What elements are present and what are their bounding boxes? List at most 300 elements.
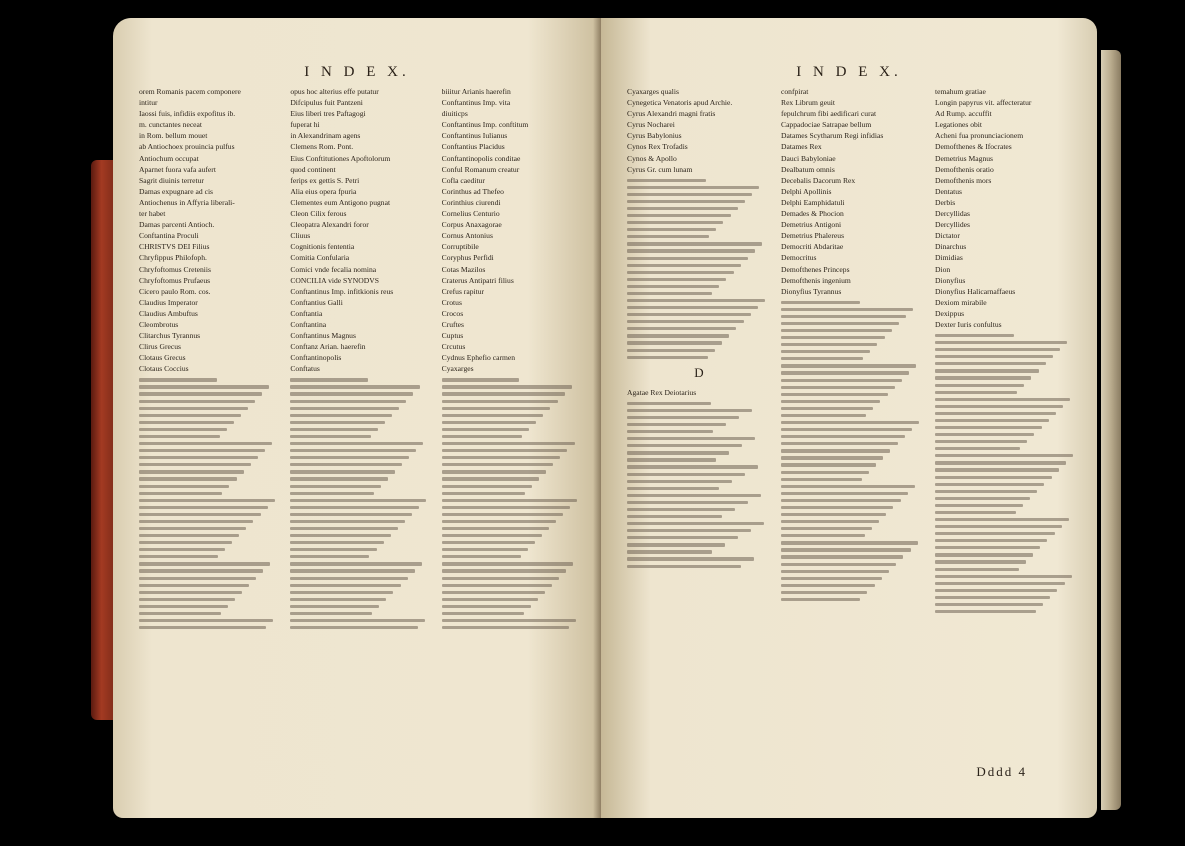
text-line xyxy=(627,402,711,405)
index-entry: Legationes obit xyxy=(935,120,983,130)
index-entry: temahum gratiae xyxy=(935,87,986,96)
text-line xyxy=(935,440,1027,443)
text-line xyxy=(139,442,272,445)
index-entry: Cyaxarges qualis xyxy=(627,87,679,96)
index-entry: Conftanz Arian. haerefin xyxy=(290,342,366,352)
index-entry: Crocos xyxy=(441,308,464,318)
index-entry: Chryfoftomus Prufaeus xyxy=(139,275,211,285)
text-line xyxy=(139,548,225,551)
text-line xyxy=(290,499,426,502)
text-line xyxy=(627,299,765,302)
index-entry: Rex Librum geuit xyxy=(781,98,835,108)
left-running-title: I N D E X. xyxy=(304,64,410,80)
text-line xyxy=(781,407,873,410)
text-line xyxy=(627,536,738,539)
index-entry: Dexippus xyxy=(935,308,965,318)
index-entry: Conftantinopolis conditae xyxy=(441,153,521,163)
text-line xyxy=(290,562,421,565)
left-columns xyxy=(139,86,583,778)
text-line xyxy=(139,562,270,565)
index-entry: fuperat hi xyxy=(290,120,320,130)
index-entry: Eius Conftitutiones Apoftolorum xyxy=(290,153,391,163)
text-line xyxy=(627,292,712,295)
text-line xyxy=(781,350,870,353)
index-entry: Cognitionis fententia xyxy=(290,242,355,252)
text-line xyxy=(935,447,1020,450)
index-entry: Dercyllidas xyxy=(935,209,971,219)
index-entry: Demofthenis oratio xyxy=(935,164,994,174)
text-line xyxy=(627,458,716,461)
text-line xyxy=(627,451,729,454)
text-line xyxy=(139,499,275,502)
index-entry: Conftantinopolis xyxy=(290,353,342,363)
text-line xyxy=(627,320,744,323)
index-entry: Cyaxarges xyxy=(441,364,474,374)
text-line xyxy=(781,577,882,580)
index-entry: biiitur Arianis haerefin xyxy=(441,87,511,96)
index-entry: Dinarchus xyxy=(935,242,967,252)
text-line xyxy=(627,487,719,490)
index-entry: Iaossi fuis, infidiis expofitus ib. xyxy=(139,109,236,119)
right-column-1-lower xyxy=(627,402,771,568)
index-entry: Conftantia xyxy=(290,308,323,318)
index-entry: Conftantius Galli xyxy=(290,297,343,307)
text-line xyxy=(935,525,1062,528)
index-entry: Corpus Anaxagorae xyxy=(441,220,502,230)
index-entry: Clementes eum Antigono pugnat xyxy=(290,197,391,207)
text-line xyxy=(442,442,575,445)
text-line xyxy=(781,555,903,558)
index-entry: ter habet xyxy=(139,209,166,219)
text-line xyxy=(781,364,916,367)
text-line xyxy=(935,476,1052,479)
text-line xyxy=(442,435,523,438)
index-entry: Decebalis Dacorum Rex xyxy=(781,175,856,185)
index-entry: Cyrus Babylonius xyxy=(627,131,682,141)
index-entry: Cleombrotus xyxy=(139,319,179,329)
index-entry: Demades & Phocion xyxy=(781,209,844,219)
text-line xyxy=(781,393,888,396)
index-entry: Dealbatum omnis xyxy=(781,164,835,174)
text-line xyxy=(139,421,234,424)
text-line xyxy=(442,456,561,459)
index-entry: Clitarchus Tyrannus xyxy=(139,331,201,341)
index-entry: Dionyfius Halicarnaffaeus xyxy=(935,286,1016,296)
index-entry: Alia eius opera fpuria xyxy=(290,186,357,196)
index-entry: Demofthenis mors xyxy=(935,175,992,185)
text-line xyxy=(627,214,731,217)
text-line xyxy=(290,520,404,523)
text-line xyxy=(139,598,235,601)
text-line xyxy=(627,416,739,419)
text-line xyxy=(935,511,1016,514)
right-running-title: I N D E X. xyxy=(796,64,902,80)
index-entry: Crefus rapitur xyxy=(441,286,485,296)
index-entry: Acheni fua pronunciacionem xyxy=(935,131,1024,141)
text-line xyxy=(935,568,1019,571)
text-line xyxy=(781,357,863,360)
text-line xyxy=(442,421,537,424)
text-line xyxy=(935,405,1063,408)
index-entry: Cornus Antonius xyxy=(441,231,493,241)
index-entry: Derbis xyxy=(935,197,956,207)
text-line xyxy=(781,308,913,311)
text-line xyxy=(442,492,525,495)
text-line xyxy=(627,179,706,182)
text-line xyxy=(442,605,531,608)
text-line xyxy=(442,449,568,452)
index-entry: Craterus Antipatri filius xyxy=(441,275,514,285)
index-entry: Dexiom mirabile xyxy=(935,297,987,307)
text-line xyxy=(442,392,565,395)
index-entry: Demofthenis ingenium xyxy=(781,275,851,285)
text-line xyxy=(442,428,530,431)
index-entry: Dercyllides xyxy=(935,220,971,230)
index-entry: Corinthus ad Thefeo xyxy=(441,186,504,196)
section-first-entry: Agatae Rex Deiotarius xyxy=(627,387,697,397)
text-line xyxy=(781,534,865,537)
text-line xyxy=(290,428,378,431)
text-line xyxy=(139,392,262,395)
text-line xyxy=(139,541,232,544)
text-line xyxy=(442,612,524,615)
index-entry: Antiochenus in Affyria liberali- xyxy=(139,197,235,207)
index-entry: Clotaus Grecus xyxy=(139,353,186,363)
text-line xyxy=(290,463,402,466)
index-entry: Dentatus xyxy=(935,186,962,196)
right-column-1 xyxy=(627,86,771,778)
text-line xyxy=(139,569,263,572)
text-line xyxy=(627,515,722,518)
text-line xyxy=(627,557,754,560)
text-line xyxy=(935,532,1055,535)
text-line xyxy=(290,626,417,629)
text-line xyxy=(442,555,521,558)
text-line xyxy=(781,563,896,566)
index-entry: Conftantina Proculi xyxy=(139,231,199,241)
text-line xyxy=(442,562,573,565)
text-line xyxy=(139,414,241,417)
text-line xyxy=(627,494,761,497)
text-line xyxy=(935,419,1049,422)
text-line xyxy=(627,550,712,553)
index-entry: Aparnet fuora vafa aufert xyxy=(139,164,216,174)
text-line xyxy=(627,221,723,224)
text-line xyxy=(442,506,571,509)
text-line xyxy=(290,435,371,438)
index-entry: Demetrius Antigoni xyxy=(781,220,842,230)
text-line xyxy=(935,546,1040,549)
text-line xyxy=(139,605,228,608)
text-line xyxy=(139,555,218,558)
text-line xyxy=(442,520,556,523)
text-line xyxy=(290,605,379,608)
index-entry: Cydnus Ephefio carmen xyxy=(441,353,516,363)
text-line xyxy=(935,596,1050,599)
index-entry: fepulchrum fibi aedificari curat xyxy=(781,109,877,119)
text-line xyxy=(781,570,889,573)
text-line xyxy=(935,497,1030,500)
index-entry: Delphi Apollinis xyxy=(781,186,832,196)
text-line xyxy=(139,435,220,438)
index-entry: Cliuus xyxy=(290,231,311,241)
text-line xyxy=(139,449,265,452)
text-line xyxy=(935,603,1043,606)
text-line xyxy=(627,306,758,309)
text-line xyxy=(627,334,729,337)
text-line xyxy=(627,565,741,568)
text-line xyxy=(781,548,911,551)
text-line xyxy=(442,513,564,516)
index-entry: orem Romanis pacem componere xyxy=(139,87,241,96)
index-entry: Cofla caeditur xyxy=(441,175,485,185)
text-line xyxy=(781,301,860,304)
text-line xyxy=(627,200,745,203)
text-line xyxy=(139,513,261,516)
text-line xyxy=(290,555,369,558)
index-entry: Cornelius Centurio xyxy=(441,209,500,219)
index-entry: Conful Romanum creatur xyxy=(441,164,520,174)
index-entry: Crcutus xyxy=(441,342,466,352)
text-line xyxy=(627,480,732,483)
index-entry: Cappadociae Satrapae bellum xyxy=(781,120,872,130)
section-heading-d: D xyxy=(694,364,704,380)
text-line xyxy=(290,414,392,417)
text-line xyxy=(781,485,915,488)
right-column-1-upper xyxy=(627,86,771,359)
text-line xyxy=(935,426,1042,429)
index-entry: Demetrius Phalereus xyxy=(781,231,845,241)
index-entry: Democritus xyxy=(781,253,817,263)
text-line xyxy=(290,442,423,445)
text-line xyxy=(442,584,552,587)
text-line xyxy=(935,362,1046,365)
text-line xyxy=(781,478,862,481)
index-entry: Cuptus xyxy=(441,331,464,341)
index-entry: Difcipulus fuit Pantzeni xyxy=(290,98,363,108)
index-entry: Cyrus Gr. cum lunam xyxy=(627,164,693,174)
text-line xyxy=(781,584,875,587)
index-entry: Demofthenes & Ifocrates xyxy=(935,142,1012,152)
text-line xyxy=(781,449,890,452)
text-line xyxy=(627,508,735,511)
text-line xyxy=(935,376,1031,379)
text-line xyxy=(290,421,385,424)
text-line xyxy=(935,490,1037,493)
text-line xyxy=(781,400,880,403)
text-line xyxy=(781,471,869,474)
text-line xyxy=(627,423,726,426)
right-book-edge xyxy=(1101,50,1121,810)
text-line xyxy=(139,477,237,480)
text-line xyxy=(139,591,242,594)
index-entry: Conftantinus Imp. vita xyxy=(441,98,511,108)
text-line xyxy=(290,506,419,509)
text-line xyxy=(627,278,726,281)
index-entry: Corinthius ciurendi xyxy=(441,197,501,207)
text-line xyxy=(442,400,558,403)
index-entry: Clotaus Coccius xyxy=(139,364,189,374)
index-entry: Demofthenes Princeps xyxy=(781,264,850,274)
text-line xyxy=(290,385,420,388)
text-line xyxy=(781,428,912,431)
text-line xyxy=(627,193,752,196)
index-entry: Conftantius Placidus xyxy=(441,142,505,152)
text-line xyxy=(935,398,1070,401)
index-entry: Clirus Grecus xyxy=(139,342,181,352)
text-line xyxy=(935,384,1024,387)
index-entry: in Rom. bellum mouet xyxy=(139,131,208,141)
index-entry: in Alexandrinam agens xyxy=(290,131,361,141)
text-line xyxy=(290,470,395,473)
text-line xyxy=(442,548,528,551)
text-line xyxy=(935,369,1039,372)
text-line xyxy=(781,343,877,346)
text-line xyxy=(627,228,716,231)
index-entry: Cicero paulo Rom. cos. xyxy=(139,286,211,296)
text-line xyxy=(781,414,866,417)
text-line xyxy=(627,409,752,412)
text-line xyxy=(290,449,416,452)
text-line xyxy=(627,249,755,252)
index-entry: Cyrus Nocharei xyxy=(627,120,675,130)
text-line xyxy=(781,463,876,466)
index-entry: Conftantinus Imp. conftitum xyxy=(441,120,529,130)
index-entry: Damas parcenti Antioch. xyxy=(139,220,215,230)
text-line xyxy=(935,355,1053,358)
index-entry: Sagrit diuinis terretur xyxy=(139,175,204,185)
text-line xyxy=(935,334,1014,337)
text-line xyxy=(627,264,741,267)
text-line xyxy=(935,341,1067,344)
text-line xyxy=(935,412,1056,415)
right-columns xyxy=(627,86,1079,778)
text-line xyxy=(442,577,559,580)
index-entry: CONCILIA vide SYNODVS xyxy=(290,275,379,285)
text-line xyxy=(627,473,745,476)
text-line xyxy=(935,391,1017,394)
text-line xyxy=(781,435,905,438)
text-line xyxy=(627,257,748,260)
index-entry: Chryfippus Philofoph. xyxy=(139,253,207,263)
text-line xyxy=(290,485,380,488)
text-line xyxy=(290,598,386,601)
text-line xyxy=(139,577,256,580)
index-entry: Datames Scytharum Regi infidias xyxy=(781,131,884,141)
text-line xyxy=(781,379,902,382)
left-column-3 xyxy=(442,86,583,778)
index-entry: Demetrius Magnus xyxy=(935,153,993,163)
text-line xyxy=(290,456,409,459)
index-entry: Comitia Confularia xyxy=(290,253,350,263)
text-line xyxy=(935,483,1044,486)
text-line xyxy=(781,492,908,495)
text-line xyxy=(290,569,414,572)
text-line xyxy=(290,534,390,537)
right-page xyxy=(601,18,1097,818)
text-line xyxy=(627,501,748,504)
text-line xyxy=(139,506,268,509)
text-line xyxy=(781,506,893,509)
text-line xyxy=(627,341,722,344)
book-spread xyxy=(95,10,1115,830)
text-line xyxy=(627,242,762,245)
index-entry: intitur xyxy=(139,98,158,108)
index-entry: ab Antiochoex prouincia pulfus xyxy=(139,142,235,152)
text-line xyxy=(442,499,578,502)
text-line xyxy=(935,348,1060,351)
text-line xyxy=(781,527,872,530)
index-entry: Crotus xyxy=(441,297,462,307)
text-line xyxy=(935,504,1023,507)
index-entry: Cotas Mazilos xyxy=(441,264,486,274)
text-line xyxy=(935,539,1047,542)
index-entry: Cynegetica Venatoris apud Archie. xyxy=(627,98,733,108)
index-entry: diuiticps xyxy=(441,109,468,119)
text-line xyxy=(290,612,372,615)
index-entry: Cleopatra Alexandri foror xyxy=(290,220,369,230)
text-line xyxy=(442,385,572,388)
index-entry: Clemens Rom. Pont. xyxy=(290,142,354,152)
index-entry: Cruftes xyxy=(441,319,465,329)
text-line xyxy=(442,626,569,629)
index-entry: Democriti Abdaritae xyxy=(781,242,844,252)
text-line xyxy=(290,477,388,480)
index-entry: Dauci Babyloniae xyxy=(781,153,836,163)
text-line xyxy=(290,591,393,594)
index-entry: Cynos Rex Trofadis xyxy=(627,142,688,152)
index-entry: Conftantina xyxy=(290,319,327,329)
text-line xyxy=(781,513,886,516)
text-line xyxy=(627,522,764,525)
text-line xyxy=(290,548,376,551)
text-line xyxy=(139,463,251,466)
text-line xyxy=(781,329,892,332)
text-line xyxy=(139,428,227,431)
text-line xyxy=(627,313,751,316)
right-column-3 xyxy=(935,86,1079,778)
text-line xyxy=(139,534,239,537)
index-entry: Longin papyrus vit. affecteratur xyxy=(935,98,1032,108)
text-line xyxy=(442,527,549,530)
text-line xyxy=(781,386,895,389)
index-entry: Antiochum occupat xyxy=(139,153,199,163)
text-line xyxy=(442,407,551,410)
text-line xyxy=(442,619,576,622)
text-line xyxy=(781,315,906,318)
index-entry: Delphi Eamphidatuli xyxy=(781,197,845,207)
text-line xyxy=(935,582,1065,585)
text-line xyxy=(781,442,898,445)
index-entry: Chryfoftomus Creteniis xyxy=(139,264,211,274)
text-line xyxy=(442,378,520,381)
index-entry: Dimidias xyxy=(935,253,963,263)
text-line xyxy=(139,407,248,410)
text-line xyxy=(627,327,736,330)
index-entry: Conftantinus Imp. infitkionis reus xyxy=(290,286,394,296)
text-line xyxy=(442,470,547,473)
text-line xyxy=(442,414,544,417)
text-line xyxy=(139,470,244,473)
text-line xyxy=(442,485,532,488)
index-entry: Conftatus xyxy=(290,364,320,374)
index-entry: Dionyfius Tyrannus xyxy=(781,286,842,296)
text-line xyxy=(442,569,566,572)
index-entry: Dion xyxy=(935,264,951,274)
text-line xyxy=(627,543,725,546)
text-line xyxy=(139,385,269,388)
text-line xyxy=(935,468,1059,471)
